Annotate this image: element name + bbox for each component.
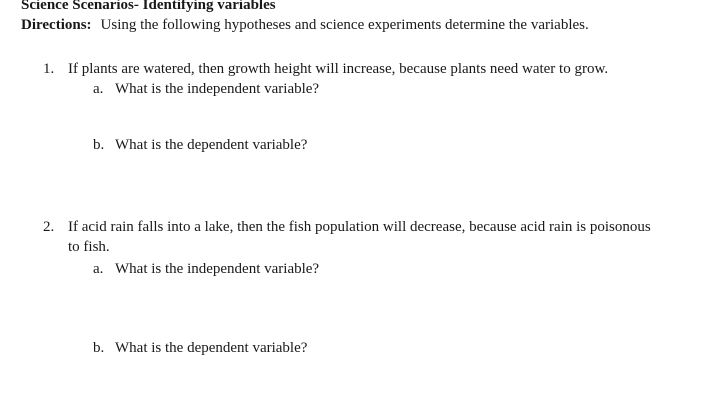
sub-question-text: What is the dependent variable?	[115, 137, 308, 153]
worksheet-title: Science Scenarios- Identifying variables	[21, 0, 276, 13]
question-number: 2.	[43, 219, 55, 235]
question-2-hypothesis-row	[43, 217, 720, 257]
directions-label: Directions:	[21, 17, 92, 33]
hypothesis-text: If acid rain falls into a lake, then the fish population will decrease, because acid rain is poisonous to fish.	[68, 219, 651, 255]
question-number: 1.	[43, 61, 55, 77]
directions-line	[21, 15, 720, 35]
question-2-part-b	[93, 338, 720, 358]
question-1	[0, 59, 720, 155]
question-1-part-a	[93, 79, 720, 99]
sub-question-text: What is the independent variable?	[115, 81, 320, 97]
question-1-part-b	[93, 135, 720, 155]
hypothesis-text: If plants are watered, then growth height will increase, because plants need water to grow.	[68, 61, 609, 77]
sub-question-letter: a.	[93, 81, 104, 97]
sub-question-letter: b.	[93, 137, 105, 153]
sub-question-letter: b.	[93, 340, 105, 356]
sub-question-letter: a.	[93, 261, 104, 277]
directions-text: Using the following hypotheses and science experiments determine the variables.	[100, 17, 589, 33]
question-1-hypothesis-row	[43, 59, 720, 79]
question-2	[0, 217, 720, 358]
question-2-part-a	[93, 259, 720, 279]
sub-question-text: What is the independent variable?	[115, 261, 320, 277]
sub-question-text: What is the dependent variable?	[115, 340, 308, 356]
